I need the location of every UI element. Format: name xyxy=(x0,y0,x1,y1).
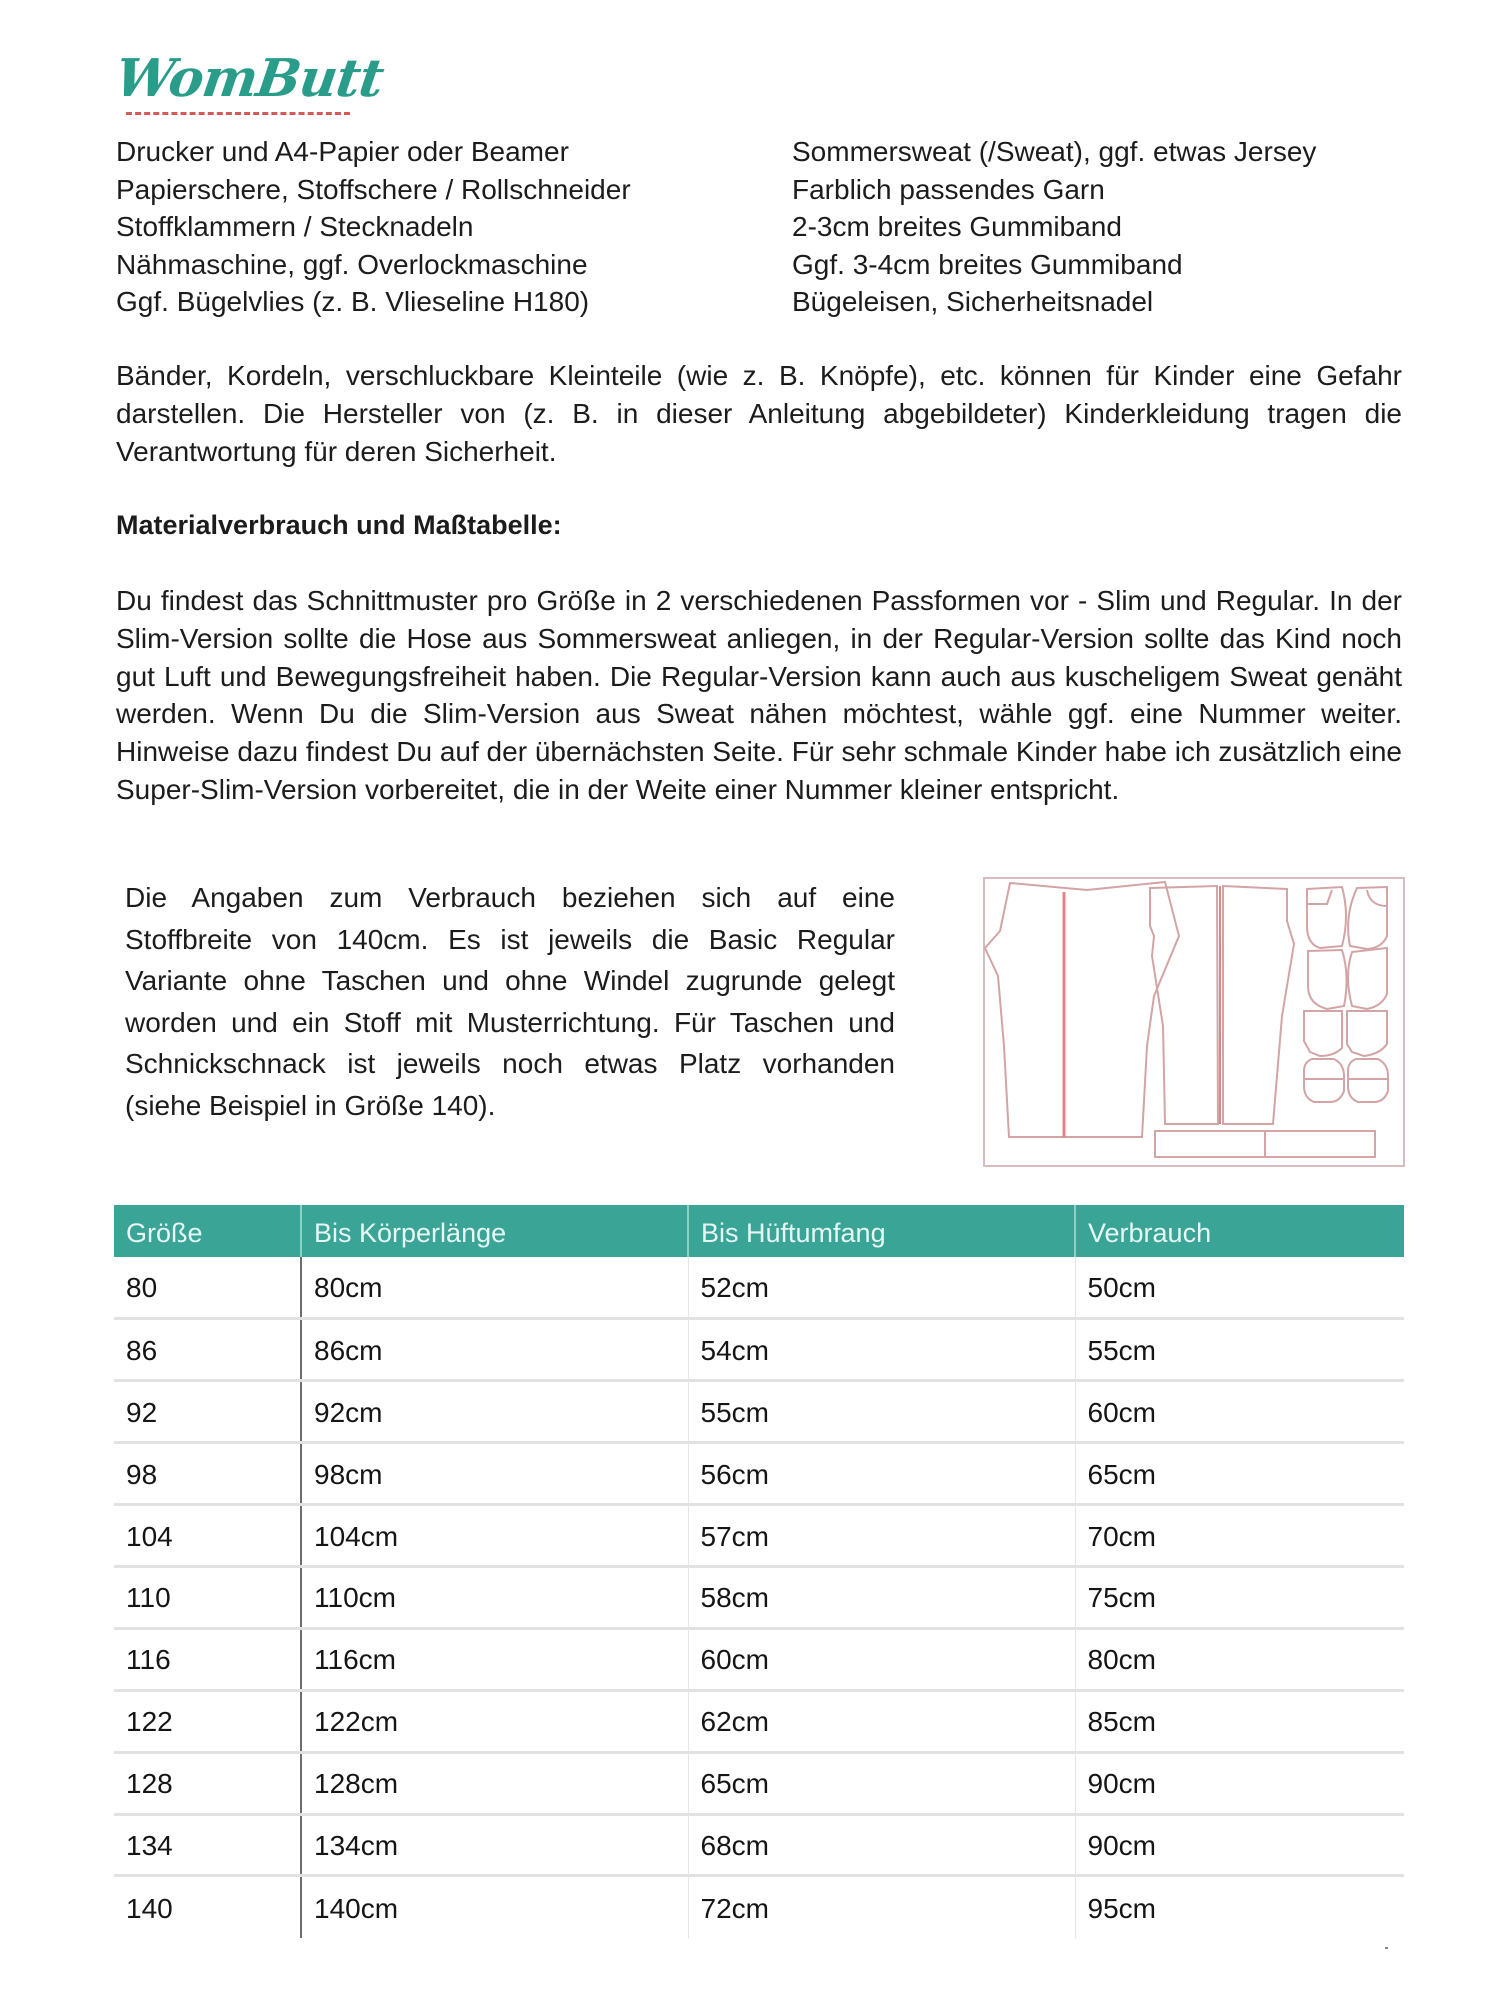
cell-size: 116 xyxy=(114,1628,301,1690)
table-row xyxy=(114,1505,1404,1567)
cell-hip: 62cm xyxy=(688,1690,1075,1752)
cell-body-length: 128cm xyxy=(301,1752,688,1814)
cell-body-length: 134cm xyxy=(301,1814,688,1876)
cell-size: 104 xyxy=(114,1505,301,1567)
cell-hip: 68cm xyxy=(688,1814,1075,1876)
brand-logo xyxy=(111,46,387,126)
cell-usage: 75cm xyxy=(1075,1566,1404,1628)
fabric-usage-paragraph: Die Angaben zum Verbrauch beziehen sich auf eine Stoffbreite von 140cm. Es ist jeweils die Basic Regular Variante ohne Taschen und ohne Windel zugrunde gelegt worden und ein Stoff mit Musterrichtung. Für Taschen und Schnickschnack ist jeweils noch etwas Platz vorhanden (siehe Beispiel in Größe 140). xyxy=(125,882,895,1121)
pattern-layout-diagram xyxy=(982,876,1407,1171)
cell-usage: 70cm xyxy=(1075,1505,1404,1567)
cell-usage: 85cm xyxy=(1075,1690,1404,1752)
cell-hip: 57cm xyxy=(688,1505,1075,1567)
cell-usage: 90cm xyxy=(1075,1752,1404,1814)
cell-body-length: 140cm xyxy=(301,1876,688,1938)
requirement-item: Papierschere, Stoffschere / Rollschneider xyxy=(116,173,631,205)
table-row xyxy=(114,1628,1404,1690)
cell-hip: 54cm xyxy=(688,1319,1075,1381)
table-row xyxy=(114,1690,1404,1752)
cell-size: 140 xyxy=(114,1876,301,1938)
table-row xyxy=(114,1876,1404,1938)
cell-hip: 58cm xyxy=(688,1566,1075,1628)
table-row xyxy=(114,1566,1404,1628)
safety-warning-paragraph: Bänder, Kordeln, verschluckbare Kleinteile (wie z. B. Knöpfe), etc. können für Kinder eine Gefahr darstellen. Die Hersteller von (z. B. in dieser Anleitung abgebildeter) Kinderkleidung tragen die Verantwortung für deren Sicherheit. xyxy=(116,360,1402,467)
cell-usage: 80cm xyxy=(1075,1628,1404,1690)
cell-hip: 55cm xyxy=(688,1381,1075,1443)
cell-size: 122 xyxy=(114,1690,301,1752)
cell-hip: 72cm xyxy=(688,1876,1075,1938)
section-heading: Materialverbrauch und Maßtabelle: xyxy=(116,510,562,540)
cell-usage: 65cm xyxy=(1075,1443,1404,1505)
requirement-item: Ggf. 3-4cm breites Gummiband xyxy=(792,248,1183,280)
requirement-item: Drucker und A4-Papier oder Beamer xyxy=(116,136,569,167)
cell-size: 98 xyxy=(114,1443,301,1505)
requirement-item: Stoffklammern / Stecknadeln xyxy=(116,211,474,242)
requirement-item: Nähmaschine, ggf. Overlockmaschine xyxy=(116,248,588,280)
table-row xyxy=(114,1752,1404,1814)
column-header-fabric-usage: Verbrauch xyxy=(1075,1205,1404,1257)
cell-usage: 50cm xyxy=(1075,1257,1404,1319)
cell-size: 92 xyxy=(114,1381,301,1443)
cell-hip: 60cm xyxy=(688,1628,1075,1690)
table-row xyxy=(114,1257,1404,1319)
cell-body-length: 110cm xyxy=(301,1566,688,1628)
cell-size: 134 xyxy=(114,1814,301,1876)
cell-size: 80 xyxy=(114,1257,301,1319)
logo-dashed-underline xyxy=(126,112,350,115)
requirement-item: Bügeleisen, Sicherheitsnadel xyxy=(792,286,1154,317)
cell-usage: 60cm xyxy=(1075,1381,1404,1443)
cell-body-length: 92cm xyxy=(301,1381,688,1443)
fit-description-paragraph: Du findest das Schnittmuster pro Größe in 2 verschiedenen Passformen vor - Slim und Regular. In der Slim-Version sollte die Hose aus Sommersweat anliegen, in der Regular-Version sollte das Kind noch gut Luft und Bewegungsfreiheit haben. Die Regular-Version kann auch aus kuscheligem Sweat genäht werden. Wenn Du die Slim-Version aus Sweat nähen möchtest, wähle ggf. eine Nummer weiter. Hinweise dazu findest Du auf der übernächsten Seite. Für sehr schmale Kinder habe ich zusätzlich eine Super-Slim-Version vorbereitet, die in der Weite einer Nummer kleiner entspricht. xyxy=(116,585,1402,805)
cell-body-length: 98cm xyxy=(301,1443,688,1505)
requirement-item: Farblich passendes Garn xyxy=(792,173,1105,205)
table-row xyxy=(114,1814,1404,1876)
size-table xyxy=(114,1205,1404,1938)
cell-size: 86 xyxy=(114,1319,301,1381)
table-row xyxy=(114,1443,1404,1505)
page-mark xyxy=(1385,1947,1388,1949)
cell-hip: 52cm xyxy=(688,1257,1075,1319)
cell-size: 128 xyxy=(114,1752,301,1814)
column-header-body-length: Bis Körperlänge xyxy=(301,1205,688,1257)
cell-body-length: 86cm xyxy=(301,1319,688,1381)
requirement-item: Sommersweat (/Sweat), ggf. etwas Jersey xyxy=(792,136,1317,167)
cell-usage: 55cm xyxy=(1075,1319,1404,1381)
table-row xyxy=(114,1319,1404,1381)
cell-body-length: 104cm xyxy=(301,1505,688,1567)
requirement-item: Ggf. Bügelvlies (z. B. Vlieseline H180) xyxy=(116,286,590,317)
requirements-list-tools xyxy=(116,133,756,321)
cell-usage: 90cm xyxy=(1075,1814,1404,1876)
cell-hip: 56cm xyxy=(688,1443,1075,1505)
cell-body-length: 80cm xyxy=(301,1257,688,1319)
column-header-hip-circumference: Bis Hüftumfang xyxy=(688,1205,1075,1257)
cell-body-length: 116cm xyxy=(301,1628,688,1690)
requirement-item: 2-3cm breites Gummiband xyxy=(792,211,1122,242)
cell-hip: 65cm xyxy=(688,1752,1075,1814)
cell-usage: 95cm xyxy=(1087,1892,1156,1924)
logo-wordmark: WomButt xyxy=(111,48,387,109)
table-header-row xyxy=(114,1205,1404,1257)
cell-body-length: 122cm xyxy=(301,1690,688,1752)
column-header-size: Größe xyxy=(114,1205,301,1257)
table-row xyxy=(114,1381,1404,1443)
cell-size: 110 xyxy=(114,1566,301,1628)
requirements-list-materials xyxy=(792,133,1432,321)
